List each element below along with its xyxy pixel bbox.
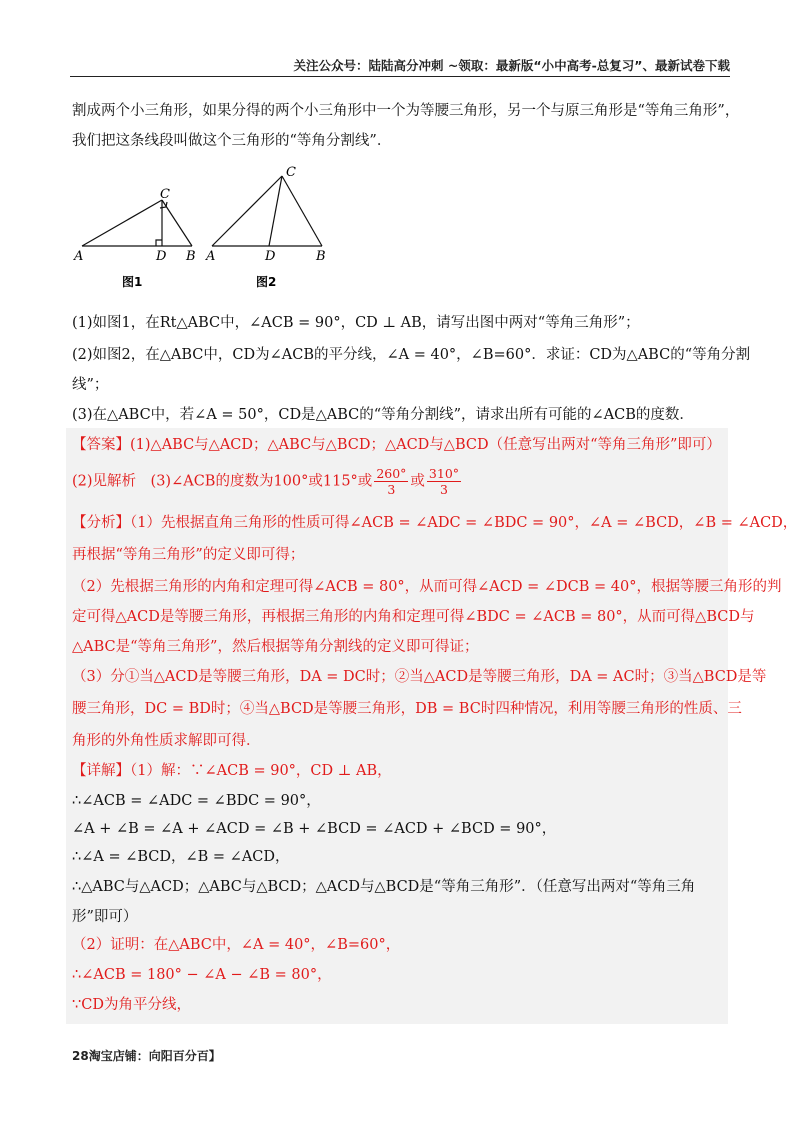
analysis-line-7: 腰三角形，DC = BD时；④当△BCD是等腰三角形，DB = BC时四种情况，利用等腰三角形的性质、三	[72, 701, 742, 717]
figure-1	[82, 200, 192, 246]
fig1-label-d: D	[156, 249, 167, 264]
fig1-side-ac	[82, 200, 162, 246]
fraction-260-3: $\frac{260^\circ}{3}$	[376, 466, 407, 497]
detail-line-4: ∴△ABC与△ACD；△ABC与△BCD；△ACD与△BCD是“等角三角形”．（任意写出两对“等角三角	[72, 879, 696, 895]
detail-line-3: ∴∠A = ∠BCD，∠B = ∠ACD，	[72, 849, 290, 865]
fig1-label-b: B	[186, 249, 196, 264]
answer-line-2	[72, 466, 463, 497]
analysis-line-4: 定可得△ACD是等腰三角形，再根据三角形的内角和定理可得∠BDC = ∠ACB = 80°，从而可得△BCD与	[72, 609, 755, 625]
question-3: (3)在△ABC中，若∠A = 50°，CD是△ABC的“等角分割线”，请求出所有可能的∠ACB的度数．	[72, 407, 694, 423]
fig2-label-b: B	[316, 249, 326, 264]
intro-line-2: 我们把这条线段叫做这个三角形的“等角分割线”．	[72, 133, 392, 149]
geometry-figures	[70, 160, 350, 300]
question-2: (2)如图2，在△ABC中，CD为∠ACB的平分线，∠A = 40°，∠B=60°．求证：CD为△ABC的“等角分割	[72, 347, 751, 363]
answer-or: 或	[410, 473, 425, 490]
fig1-label-c: C	[160, 187, 170, 202]
fig1-caption: 图1	[122, 275, 143, 289]
detail-line-2: ∠A + ∠B = ∠A + ∠ACD = ∠B + ∠BCD = ∠ACD + ∠BCD = 90°，	[72, 821, 557, 837]
fig2-caption: 图2	[256, 275, 277, 289]
detail-line-1: ∴∠ACB = ∠ADC = ∠BDC = 90°，	[72, 793, 321, 809]
detail-red-line-3: ∵CD为角平分线，	[72, 997, 191, 1013]
analysis-line-2: 再根据“等角三角形”的定义即可得；	[72, 547, 305, 563]
header-rule	[70, 76, 730, 77]
fig1-right-angle-d	[156, 240, 162, 246]
fig1-label-a: A	[74, 249, 84, 264]
page-header: 关注公众号：陆陆高分冲刺 ~领取：最新版“小中高考-总复习”、最新试卷下载	[293, 58, 730, 73]
figure-2	[212, 176, 322, 246]
analysis-line-6: （3）分①当△ACD是等腰三角形，DA = DC时；②当△ACD是等腰三角形，DA = AC时；③当△BCD是等	[72, 669, 767, 685]
answer-line-2-text: (2)见解析 (3)∠ACB的度数为100°或115°或	[72, 473, 373, 490]
fraction-310-3: $\frac{310^\circ}{3}$	[428, 466, 460, 497]
detail-red-line-1: （2）证明：在△ABC中，∠A = 40°，∠B=60°，	[72, 937, 401, 953]
analysis-line-3: （2）先根据三角形的内角和定理可得∠ACB = 80°，从而可得∠ACD = ∠DCB = 40°，根据等腰三角形的判	[72, 579, 782, 595]
fig2-label-a: A	[206, 249, 216, 264]
fig2-label-d: D	[265, 249, 276, 264]
fig2-label-c: C	[286, 165, 296, 180]
question-2-cont: 线”；	[72, 377, 109, 393]
analysis-line-5: △ABC是“等角三角形”，然后根据等角分割线的定义即可得证；	[72, 639, 479, 655]
detail-red-line-2: ∴∠ACB = 180° − ∠A − ∠B = 80°，	[72, 967, 332, 983]
page-footer: 28淘宝店铺：向阳百分百】	[72, 1049, 221, 1063]
fig2-side-bc	[282, 176, 322, 246]
analysis-line-8: 角形的外角性质求解即可得．	[72, 733, 261, 749]
question-1: (1)如图1，在Rt△ABC中，∠ACB = 90°，CD ⊥ AB，请写出图中两对“等角三角形”；	[72, 315, 640, 331]
intro-line-1: 割成两个小三角形，如果分得的两个小三角形中一个为等腰三角形，另一个与原三角形是“等角三角形”，	[72, 103, 740, 119]
analysis-line-1: 【分析】（1）先根据直角三角形的性质可得∠ACB = ∠ADC = ∠BDC = 90°，∠A = ∠BCD，∠B = ∠ACD，	[72, 515, 798, 531]
answer-line-1: 【答案】(1)△ABC与△ACD；△ABC与△BCD；△ACD与△BCD（任意写出两对“等角三角形”即可）	[72, 437, 721, 453]
detail-lead: 【详解】（1）解：∵∠ACB = 90°，CD ⊥ AB，	[72, 763, 392, 779]
detail-line-5: 形”即可）	[72, 909, 138, 925]
